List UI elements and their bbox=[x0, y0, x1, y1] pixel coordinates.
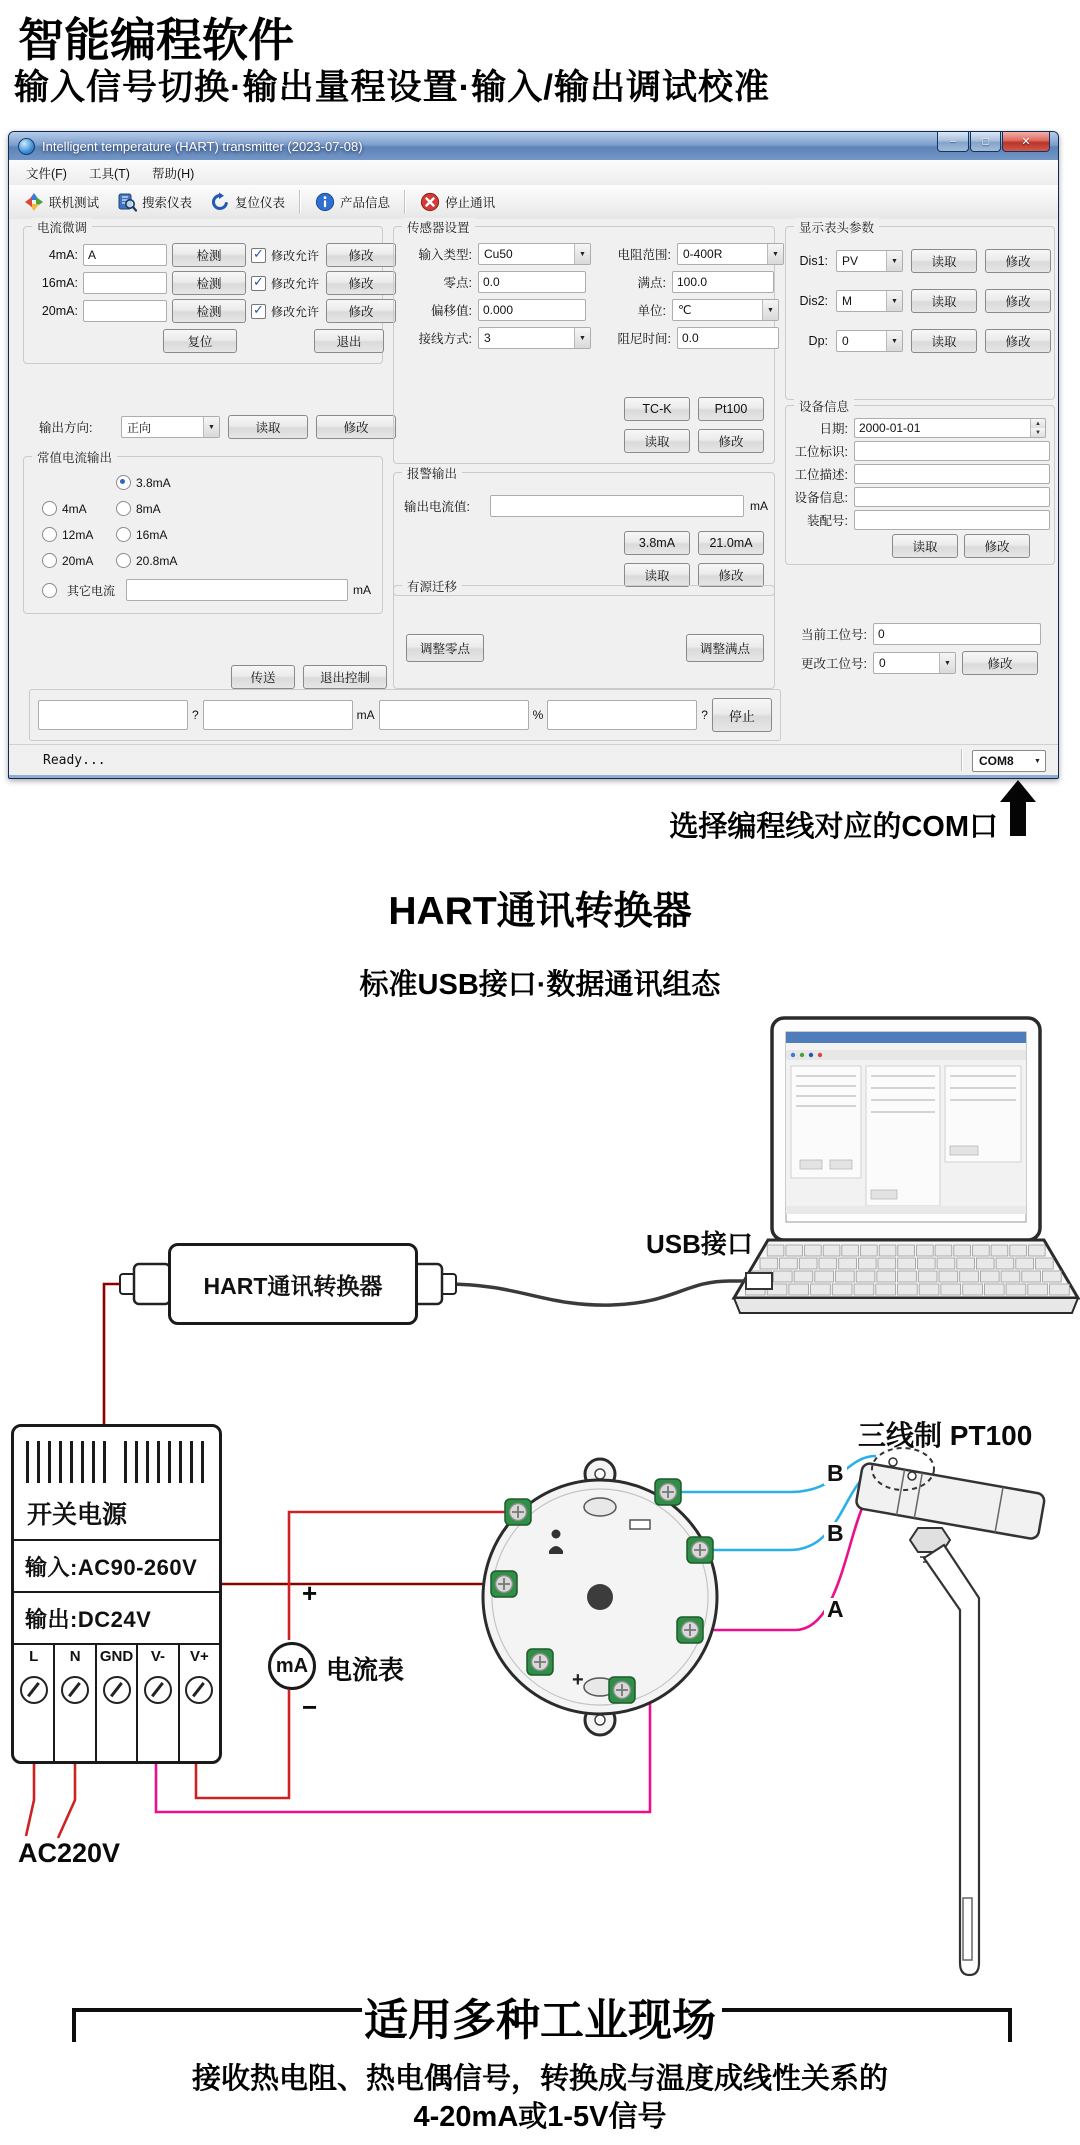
radio-row bbox=[42, 501, 87, 516]
terminal-gnd: GND bbox=[97, 1645, 138, 1761]
groupbox-const-current bbox=[23, 451, 383, 614]
radio-12ma[interactable] bbox=[42, 527, 57, 542]
menu-tools[interactable]: 工具(T) bbox=[88, 166, 130, 181]
psu-output: 输出:DC24V bbox=[14, 1591, 219, 1643]
current-station-row bbox=[785, 623, 1041, 645]
other-current-input[interactable] bbox=[126, 579, 348, 601]
change-station-row bbox=[785, 651, 1038, 675]
toolbar-search-device-button[interactable] bbox=[108, 189, 201, 215]
change-station-label: 更改工位号: bbox=[801, 657, 867, 671]
trim-reset-button[interactable]: 复位 bbox=[163, 329, 237, 353]
screw-icon bbox=[20, 1676, 48, 1704]
station-desc-input[interactable] bbox=[854, 464, 1050, 484]
screw-icon bbox=[61, 1676, 89, 1704]
psu-vents bbox=[14, 1427, 219, 1485]
minimize-button[interactable] bbox=[937, 132, 969, 152]
probe-row bbox=[29, 689, 781, 741]
radio-row bbox=[116, 501, 161, 516]
alarm-current-label: 输出电流值: bbox=[404, 500, 470, 514]
hart-converter-box bbox=[168, 1243, 418, 1325]
toolbar-label: 复位仪表 bbox=[235, 196, 286, 210]
select-value: 正向 bbox=[127, 420, 152, 435]
current-meter-label: 电流表 bbox=[326, 1655, 405, 1685]
screw-icon bbox=[103, 1676, 131, 1704]
ac-wire-n bbox=[58, 1762, 75, 1838]
groupbox-title: 电流微调 bbox=[32, 218, 92, 236]
dis1-select[interactable] bbox=[836, 250, 903, 272]
unit-label: 单位: bbox=[637, 304, 666, 318]
terminal-v-plus: V+ bbox=[180, 1645, 219, 1761]
alarm-current-input[interactable] bbox=[490, 495, 744, 517]
temperature-transmitter bbox=[483, 1459, 717, 1735]
trim-20ma-allow-checkbox[interactable] bbox=[251, 304, 266, 319]
sensor-read-button[interactable]: 读取 bbox=[624, 429, 690, 453]
trim-16ma-label: 16mA: bbox=[41, 276, 78, 290]
wire-b2-label: B bbox=[824, 1522, 847, 1545]
footer-line2: 4-20mA或1-5V信号 bbox=[413, 2101, 667, 2133]
station-id-label: 工位标识: bbox=[794, 445, 848, 459]
select-value: M bbox=[842, 294, 852, 308]
full-label: 满点: bbox=[637, 276, 666, 290]
dp-select[interactable] bbox=[836, 330, 903, 352]
toolbar-online-test-button[interactable] bbox=[15, 189, 108, 215]
trim-16ma-modify-button[interactable]: 修改 bbox=[326, 271, 396, 295]
dp-label: Dp: bbox=[808, 334, 828, 348]
toolbar-label: 搜索仪表 bbox=[142, 196, 193, 210]
status-separator bbox=[961, 749, 963, 771]
radio-row bbox=[42, 553, 93, 568]
search-icon bbox=[117, 192, 137, 212]
close-button[interactable] bbox=[1002, 132, 1050, 152]
allow-label: 修改允许 bbox=[271, 304, 320, 319]
output-direction-read-button[interactable]: 读取 bbox=[228, 415, 308, 439]
alarm-low-button[interactable]: 3.8mA bbox=[624, 531, 690, 555]
com-port-value: COM8 bbox=[979, 754, 1014, 768]
dis2-read-button[interactable]: 读取 bbox=[911, 289, 977, 313]
trim-4ma-detect-button[interactable]: 检测 bbox=[172, 243, 246, 267]
terminal-v-minus: V- bbox=[138, 1645, 179, 1761]
radio-8ma[interactable] bbox=[116, 501, 131, 516]
alarm-modify-button[interactable]: 修改 bbox=[698, 563, 764, 587]
device-desc-label: 设备信息: bbox=[794, 491, 848, 505]
select-value: 0-400R bbox=[683, 247, 723, 261]
window-main bbox=[9, 219, 1058, 745]
current-station-input[interactable]: 0 bbox=[873, 623, 1041, 645]
dis1-modify-button[interactable]: 修改 bbox=[985, 249, 1051, 273]
meter-plus-label: + bbox=[302, 1578, 318, 1608]
radio-label: 20mA bbox=[62, 553, 94, 568]
chevron-down-icon bbox=[886, 331, 902, 351]
radio-row bbox=[116, 553, 177, 568]
select-value: 0 bbox=[842, 334, 849, 348]
select-value: 0 bbox=[879, 656, 886, 670]
stop-icon bbox=[420, 192, 440, 212]
dis2-label: Dis2: bbox=[799, 294, 828, 308]
power-supply-box bbox=[11, 1424, 222, 1764]
assembly-no-input[interactable] bbox=[854, 510, 1050, 530]
app-icon bbox=[18, 138, 35, 155]
app-window bbox=[8, 131, 1059, 779]
offset-input[interactable]: 0.000 bbox=[478, 299, 586, 321]
toolbar-label: 停止通讯 bbox=[445, 196, 496, 210]
menu-help[interactable]: 帮助(H) bbox=[151, 166, 195, 181]
assembly-no-label: 装配号: bbox=[807, 514, 848, 528]
psu-terminal-strip bbox=[14, 1643, 219, 1761]
chevron-down-icon bbox=[886, 291, 902, 311]
menubar bbox=[9, 160, 1058, 186]
radio-label: 3.8mA bbox=[136, 475, 171, 490]
chevron-down-icon bbox=[1030, 751, 1045, 771]
input-type-label: 输入类型: bbox=[418, 248, 472, 262]
radio-label: 4mA bbox=[62, 501, 87, 516]
allow-label: 修改允许 bbox=[271, 276, 320, 291]
radio-row bbox=[116, 527, 167, 542]
hart-heading: HART通讯转换器 bbox=[388, 890, 692, 933]
chevron-down-icon bbox=[574, 244, 590, 264]
wire-a-label: A bbox=[824, 1598, 847, 1621]
chevron-down-icon bbox=[767, 244, 783, 264]
status-ready-text: Ready... bbox=[43, 753, 106, 768]
current-station-label: 当前工位号: bbox=[801, 628, 867, 642]
page-subtitle: 输入信号切换·输出量程设置·输入/输出调试校准 bbox=[14, 68, 771, 107]
output-direction-modify-button[interactable]: 修改 bbox=[316, 415, 396, 439]
probe-q2-label: ? bbox=[701, 708, 708, 722]
zero-label: 零点: bbox=[443, 276, 472, 290]
output-direction-label: 输出方向: bbox=[39, 421, 93, 435]
menu-file[interactable]: 文件(F) bbox=[26, 166, 67, 181]
probe-input-1[interactable] bbox=[38, 700, 188, 730]
exit-control-button[interactable]: 退出控制 bbox=[303, 665, 387, 689]
toolbar-separator bbox=[404, 190, 406, 214]
radio-20ma[interactable] bbox=[42, 553, 57, 568]
banner-title: 适用多种工业现场 bbox=[364, 1996, 716, 2045]
meter-ma-label: mA bbox=[275, 1654, 309, 1677]
alarm-read-button[interactable]: 读取 bbox=[624, 563, 690, 587]
sensor-modify-button[interactable]: 修改 bbox=[698, 429, 764, 453]
groupbox-sensor bbox=[393, 221, 775, 464]
radio-16ma[interactable] bbox=[116, 527, 131, 542]
toolbar-reset-device-button[interactable] bbox=[201, 189, 294, 215]
station-id-input[interactable] bbox=[854, 441, 1050, 461]
send-button[interactable]: 传送 bbox=[231, 665, 295, 689]
window-title: Intelligent temperature (HART) transmitter (2023-07-08) bbox=[42, 138, 363, 154]
unit-label: mA bbox=[353, 583, 372, 597]
meter-wire bbox=[289, 1512, 508, 1640]
com-port-select[interactable] bbox=[972, 750, 1046, 772]
usb-plug bbox=[746, 1273, 772, 1289]
select-value: Cu50 bbox=[484, 247, 513, 261]
wire-b1-label: B bbox=[824, 1462, 847, 1485]
damping-input[interactable]: 0.0 bbox=[677, 327, 779, 349]
pt100-button[interactable]: Pt100 bbox=[698, 397, 764, 421]
chevron-down-icon bbox=[203, 417, 219, 437]
plus-mark: + bbox=[572, 1669, 584, 1691]
output-direction-row bbox=[39, 415, 396, 439]
tck-button[interactable]: TC-K bbox=[624, 397, 690, 421]
resistance-range-select[interactable] bbox=[677, 243, 784, 265]
adjust-full-button[interactable]: 调整满点 bbox=[686, 634, 764, 662]
com-arrow-stem bbox=[1010, 800, 1026, 836]
adjust-zero-button[interactable]: 调整零点 bbox=[406, 634, 484, 662]
change-station-select[interactable] bbox=[873, 652, 956, 674]
probe-input-2[interactable] bbox=[203, 700, 353, 730]
com-arrow-icon bbox=[1000, 780, 1036, 802]
trim-20ma-label: 20mA: bbox=[41, 304, 78, 318]
screw-icon bbox=[144, 1676, 172, 1704]
spinner-down-icon[interactable] bbox=[1031, 428, 1045, 437]
groupbox-title: 设备信息 bbox=[794, 397, 854, 415]
hart-subheading: 标准USB接口·数据通讯组态 bbox=[359, 969, 721, 1001]
groupbox-current-trim bbox=[23, 221, 383, 364]
radio-label: 12mA bbox=[62, 527, 94, 542]
page-title: 智能编程软件 bbox=[18, 14, 294, 66]
groupbox-title: 报警输出 bbox=[402, 464, 462, 482]
wiring-mode-select[interactable] bbox=[478, 327, 591, 349]
spinner-up-icon[interactable] bbox=[1031, 419, 1045, 428]
toolbar bbox=[9, 185, 1058, 220]
toolbar-stop-comm-button[interactable] bbox=[411, 189, 504, 215]
trim-20ma-detect-button[interactable]: 检测 bbox=[172, 299, 246, 323]
radio-label: 16mA bbox=[136, 527, 168, 542]
maximize-button[interactable] bbox=[970, 132, 1001, 152]
ac220v-label: AC220V bbox=[18, 1838, 121, 1868]
meter-minus-label: − bbox=[302, 1692, 318, 1722]
com-note-text: 选择编程线对应的COM口 bbox=[669, 811, 998, 843]
unit-select[interactable] bbox=[672, 299, 779, 321]
select-value: PV bbox=[842, 254, 859, 268]
allow-label: 修改允许 bbox=[271, 248, 320, 263]
radio-row bbox=[116, 475, 171, 490]
date-value: 2000-01-01 bbox=[859, 421, 921, 435]
damping-label: 阻尼时间: bbox=[617, 332, 671, 346]
chevron-down-icon bbox=[886, 251, 902, 271]
rtd-label: 三线制 PT100 bbox=[858, 1420, 1033, 1451]
probe-ma-label: mA bbox=[356, 708, 375, 722]
laptop-screen-content bbox=[786, 1032, 1026, 1222]
wiring-mode-label: 接线方式: bbox=[418, 332, 472, 346]
laptop bbox=[734, 1018, 1078, 1313]
usb-port-label: USB接口 bbox=[646, 1229, 753, 1259]
radio-other-current[interactable] bbox=[42, 583, 57, 598]
radio-label: 8mA bbox=[136, 501, 161, 516]
device-modify-button[interactable]: 修改 bbox=[964, 534, 1030, 558]
device-desc-input[interactable] bbox=[854, 487, 1050, 507]
groupbox-title: 传感器设置 bbox=[402, 218, 475, 236]
trim-16ma-input[interactable] bbox=[83, 272, 167, 294]
probe-q1-label: ? bbox=[191, 708, 199, 722]
groupbox-migration bbox=[393, 580, 775, 689]
select-value: ℃ bbox=[678, 303, 692, 317]
alarm-high-button[interactable]: 21.0mA bbox=[698, 531, 764, 555]
trim-20ma-input[interactable] bbox=[83, 300, 167, 322]
psu-input: 输入:AC90-260V bbox=[14, 1539, 219, 1591]
info-icon bbox=[315, 192, 335, 212]
stop-button[interactable]: 停止 bbox=[712, 698, 772, 732]
v-minus-wire bbox=[156, 1698, 650, 1812]
offset-label: 偏移值: bbox=[431, 304, 472, 318]
statusbar bbox=[9, 744, 1058, 775]
radio-row-other bbox=[42, 579, 371, 601]
resistance-range-label: 电阻范围: bbox=[617, 248, 671, 262]
groupbox-device-info bbox=[785, 400, 1055, 565]
probe-input-3[interactable] bbox=[379, 700, 529, 730]
select-value: 3 bbox=[484, 331, 491, 345]
radio-4ma[interactable] bbox=[42, 501, 57, 516]
radio-label: 其它电流 bbox=[67, 583, 116, 598]
trim-4ma-allow-checkbox[interactable] bbox=[251, 248, 266, 263]
reset-icon bbox=[210, 192, 230, 212]
dis1-label: Dis1: bbox=[799, 254, 828, 268]
toolbar-product-info-button[interactable] bbox=[306, 189, 399, 215]
device-read-button[interactable]: 读取 bbox=[892, 534, 958, 558]
dis1-read-button[interactable]: 读取 bbox=[911, 249, 977, 273]
radio-3-8ma[interactable] bbox=[116, 475, 131, 490]
date-spinner[interactable] bbox=[1030, 419, 1045, 437]
radio-row bbox=[42, 527, 93, 542]
online-test-icon bbox=[24, 192, 44, 212]
output-direction-select[interactable] bbox=[121, 416, 220, 438]
rtd-wire-a bbox=[690, 1485, 883, 1630]
footer-line1: 接收热电阻、热电偶信号，转换成与温度成线性关系的 bbox=[191, 2063, 888, 2095]
probe-tube bbox=[924, 1545, 979, 1975]
probe-pct-label: % bbox=[532, 708, 544, 722]
usb-cable bbox=[446, 1281, 746, 1305]
unit-label: mA bbox=[750, 499, 768, 513]
toolbar-separator bbox=[299, 190, 301, 214]
date-input[interactable] bbox=[854, 418, 1046, 438]
radio-label: 20.8mA bbox=[136, 553, 178, 568]
trim-exit-button[interactable]: 退出 bbox=[314, 329, 384, 353]
screw-icon bbox=[185, 1676, 213, 1704]
full-input[interactable]: 100.0 bbox=[672, 271, 774, 293]
dis2-select[interactable] bbox=[836, 290, 903, 312]
probe-input-4[interactable] bbox=[547, 700, 697, 730]
psu-name: 开关电源 bbox=[27, 1501, 128, 1529]
ac-wire-l bbox=[26, 1762, 34, 1836]
toolbar-label: 产品信息 bbox=[340, 196, 391, 210]
hart-converter-label: HART通讯转换器 bbox=[203, 1272, 383, 1299]
groupbox-title: 常值电流输出 bbox=[32, 448, 117, 466]
change-station-modify-button[interactable]: 修改 bbox=[962, 651, 1038, 675]
dp-read-button[interactable]: 读取 bbox=[911, 329, 977, 353]
window-titlebar[interactable] bbox=[9, 132, 1058, 160]
current-meter bbox=[268, 1642, 316, 1690]
groupbox-title: 有源迁移 bbox=[402, 577, 462, 595]
chevron-down-icon bbox=[574, 328, 590, 348]
chevron-down-icon bbox=[939, 653, 955, 673]
trim-4ma-input[interactable]: A bbox=[83, 244, 167, 266]
radio-20-8ma[interactable] bbox=[116, 553, 131, 568]
groupbox-title: 显示表头参数 bbox=[794, 218, 879, 236]
terminal-n: N bbox=[55, 1645, 96, 1761]
zero-input[interactable]: 0.0 bbox=[478, 271, 586, 293]
terminal-l: L bbox=[14, 1645, 55, 1761]
pt100-sensor bbox=[855, 1448, 1045, 1975]
station-desc-label: 工位描述: bbox=[794, 468, 848, 482]
trim-16ma-detect-button[interactable]: 检测 bbox=[172, 271, 246, 295]
dis2-modify-button[interactable]: 修改 bbox=[985, 289, 1051, 313]
groupbox-display-head bbox=[785, 221, 1055, 400]
trim-4ma-modify-button[interactable]: 修改 bbox=[326, 243, 396, 267]
toolbar-label: 联机测试 bbox=[49, 196, 100, 210]
dp-modify-button[interactable]: 修改 bbox=[985, 329, 1051, 353]
resistor bbox=[630, 1520, 650, 1529]
trim-16ma-allow-checkbox[interactable] bbox=[251, 276, 266, 291]
date-label: 日期: bbox=[819, 422, 848, 436]
trim-4ma-label: 4mA: bbox=[48, 248, 78, 262]
chevron-down-icon bbox=[762, 300, 778, 320]
trim-20ma-modify-button[interactable]: 修改 bbox=[326, 299, 396, 323]
input-type-select[interactable] bbox=[478, 243, 591, 265]
